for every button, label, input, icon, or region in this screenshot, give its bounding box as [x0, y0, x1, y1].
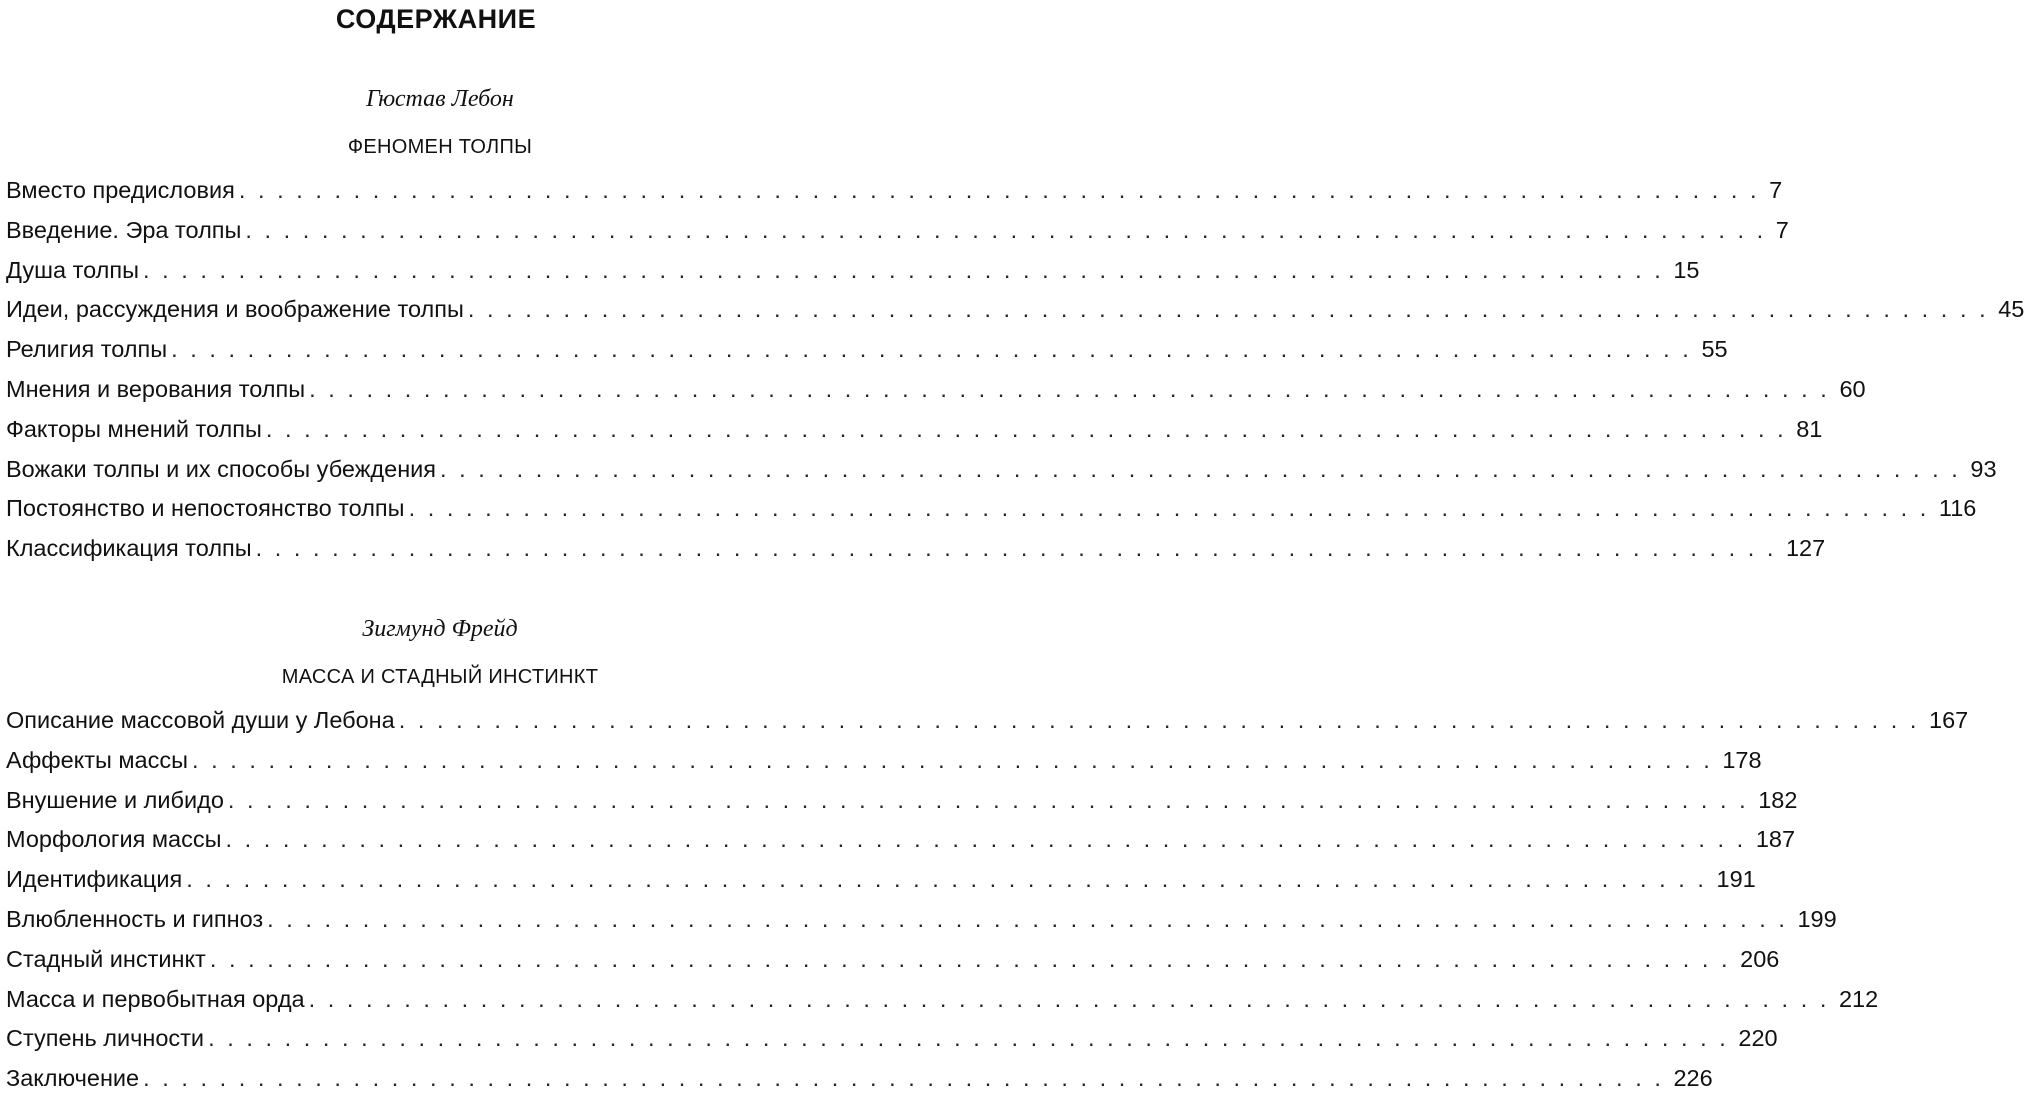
toc-entry[interactable]: [6, 413, 1823, 453]
dot-leader: ................................................................................: [265, 415, 1797, 442]
toc-entry-page-number: 167: [1929, 707, 1969, 733]
toc-entry[interactable]: [6, 532, 1826, 572]
toc-entry[interactable]: [6, 784, 1798, 824]
toc-entry-title: Мнения и верования толпы: [6, 375, 306, 402]
toc-entry-page-number: 187: [1755, 826, 1796, 853]
toc-entry[interactable]: [6, 293, 2024, 333]
dot-leader: ................................................................................: [209, 945, 1741, 972]
toc-entry[interactable]: [6, 863, 1756, 903]
dot-leader: ................................................................................: [245, 216, 1776, 243]
toc-entry-page-number: 212: [1838, 985, 1879, 1012]
toc-entry-page-number: 206: [1740, 945, 1780, 972]
toc-entry[interactable]: [6, 1022, 1778, 1062]
dot-leader: ................................................................................: [171, 336, 1702, 363]
toc-entry-page-number: 93: [1970, 455, 1997, 482]
dot-leader: ................................................................................: [143, 1065, 1674, 1092]
toc-entry-page-number: 55: [1701, 336, 1728, 363]
toc-entry-page-number: 7: [1769, 177, 1783, 203]
dot-leader: ................................................................................: [208, 1025, 1739, 1052]
toc-entry[interactable]: [6, 903, 1837, 943]
toc-entry-title: Религия толпы: [6, 336, 168, 363]
toc-entry-title: Классификация толпы: [6, 535, 252, 562]
toc-entry-page-number: 182: [1758, 786, 1798, 813]
dot-leader: ................................................................................: [467, 296, 1999, 323]
toc-entry-page-number: 178: [1722, 746, 1762, 773]
toc-entry[interactable]: [6, 1062, 1713, 1102]
toc-entry-page-number: 191: [1716, 866, 1756, 893]
toc-entry-title: Вместо предисловия: [6, 177, 235, 203]
dot-leader: ................................................................................: [398, 707, 1930, 733]
toc-entry-title: Морфология массы: [6, 826, 222, 853]
page-title: СОДЕРЖАНИЕ: [335, 4, 537, 34]
toc-entry[interactable]: [6, 983, 1879, 1023]
dot-leader: ................................................................................: [308, 985, 1839, 1012]
toc-entry-page-number: 199: [1797, 905, 1837, 932]
toc-entry[interactable]: [6, 254, 1700, 294]
toc-entry-title: Душа толпы: [6, 256, 140, 283]
toc-entry-title: Идеи, рассуждения и воображение толпы: [6, 296, 464, 323]
toc-list-freud: [6, 704, 1969, 1102]
toc-entry-page-number: 220: [1738, 1025, 1778, 1052]
toc-entry-title: Влюбленность и гипноз: [6, 905, 264, 932]
dot-leader: ................................................................................: [192, 746, 1723, 773]
toc-entry-page-number: 7: [1775, 216, 1789, 243]
dot-leader: ................................................................................: [225, 826, 1756, 853]
dot-leader: ................................................................................: [440, 455, 1971, 482]
toc-entry-page-number: 15: [1673, 256, 1700, 283]
dot-leader: ................................................................................: [255, 535, 1786, 562]
toc-entry-title: Вожаки толпы и их способы убеждения: [6, 455, 437, 482]
toc-entry-title: Введение. Эра толпы: [6, 216, 242, 243]
toc-entry-page-number: 45: [1998, 296, 2024, 323]
toc-entry-title: Факторы мнений толпы: [6, 415, 262, 442]
dot-leader: ................................................................................: [408, 495, 1939, 522]
toc-entry-title: Постоянство и непостоянство толпы: [6, 495, 405, 522]
toc-entry-page-number: 127: [1785, 535, 1826, 562]
toc-entry[interactable]: [6, 744, 1762, 784]
toc-entry[interactable]: [6, 492, 1977, 532]
dot-leader: ................................................................................: [186, 866, 1717, 893]
section-work-title-lebon: ФЕНОМЕН ТОЛПЫ: [347, 136, 533, 158]
toc-entry-title: Ступень личности: [6, 1025, 205, 1052]
toc-entry[interactable]: [6, 333, 1728, 373]
toc-entry[interactable]: [6, 453, 1997, 493]
toc-entry-title: Масса и первобытная орда: [6, 985, 305, 1012]
dot-leader: ................................................................................: [238, 177, 1770, 203]
toc-entry[interactable]: [6, 214, 1789, 254]
toc-entry-page-number: 60: [1839, 375, 1866, 402]
toc-entry[interactable]: [6, 943, 1780, 983]
toc-entry-title: Внушение и либидо: [6, 786, 224, 813]
toc-entry-title: Аффекты массы: [6, 746, 189, 773]
dot-leader: ................................................................................: [267, 905, 1798, 932]
section-author-lebon: Гюстав Лебон: [366, 86, 514, 112]
dot-leader: ................................................................................: [227, 786, 1759, 813]
dot-leader: ................................................................................: [143, 256, 1674, 283]
toc-entry[interactable]: [6, 704, 1969, 744]
toc-entry-title: Идентификация: [6, 866, 183, 893]
toc-entry-page-number: 226: [1673, 1065, 1713, 1092]
toc-entry[interactable]: [6, 373, 1866, 413]
toc-list-lebon: [6, 174, 2024, 572]
toc-entry-page-number: 116: [1938, 495, 1977, 522]
toc-entry-title: Заключение: [6, 1065, 140, 1092]
toc-entry-title: Стадный инстинкт: [6, 945, 206, 972]
toc-entry[interactable]: [6, 823, 1796, 863]
toc-entry-page-number: 81: [1796, 415, 1823, 442]
toc-entry[interactable]: [6, 174, 1783, 214]
section-author-freud: Зигмунд Фрейд: [362, 616, 518, 642]
dot-leader: ................................................................................: [309, 375, 1840, 402]
toc-entry-title: Описание массовой души у Лебона: [6, 707, 395, 733]
section-work-title-freud: МАССА И СТАДНЫЙ ИНСТИНКТ: [281, 666, 599, 688]
